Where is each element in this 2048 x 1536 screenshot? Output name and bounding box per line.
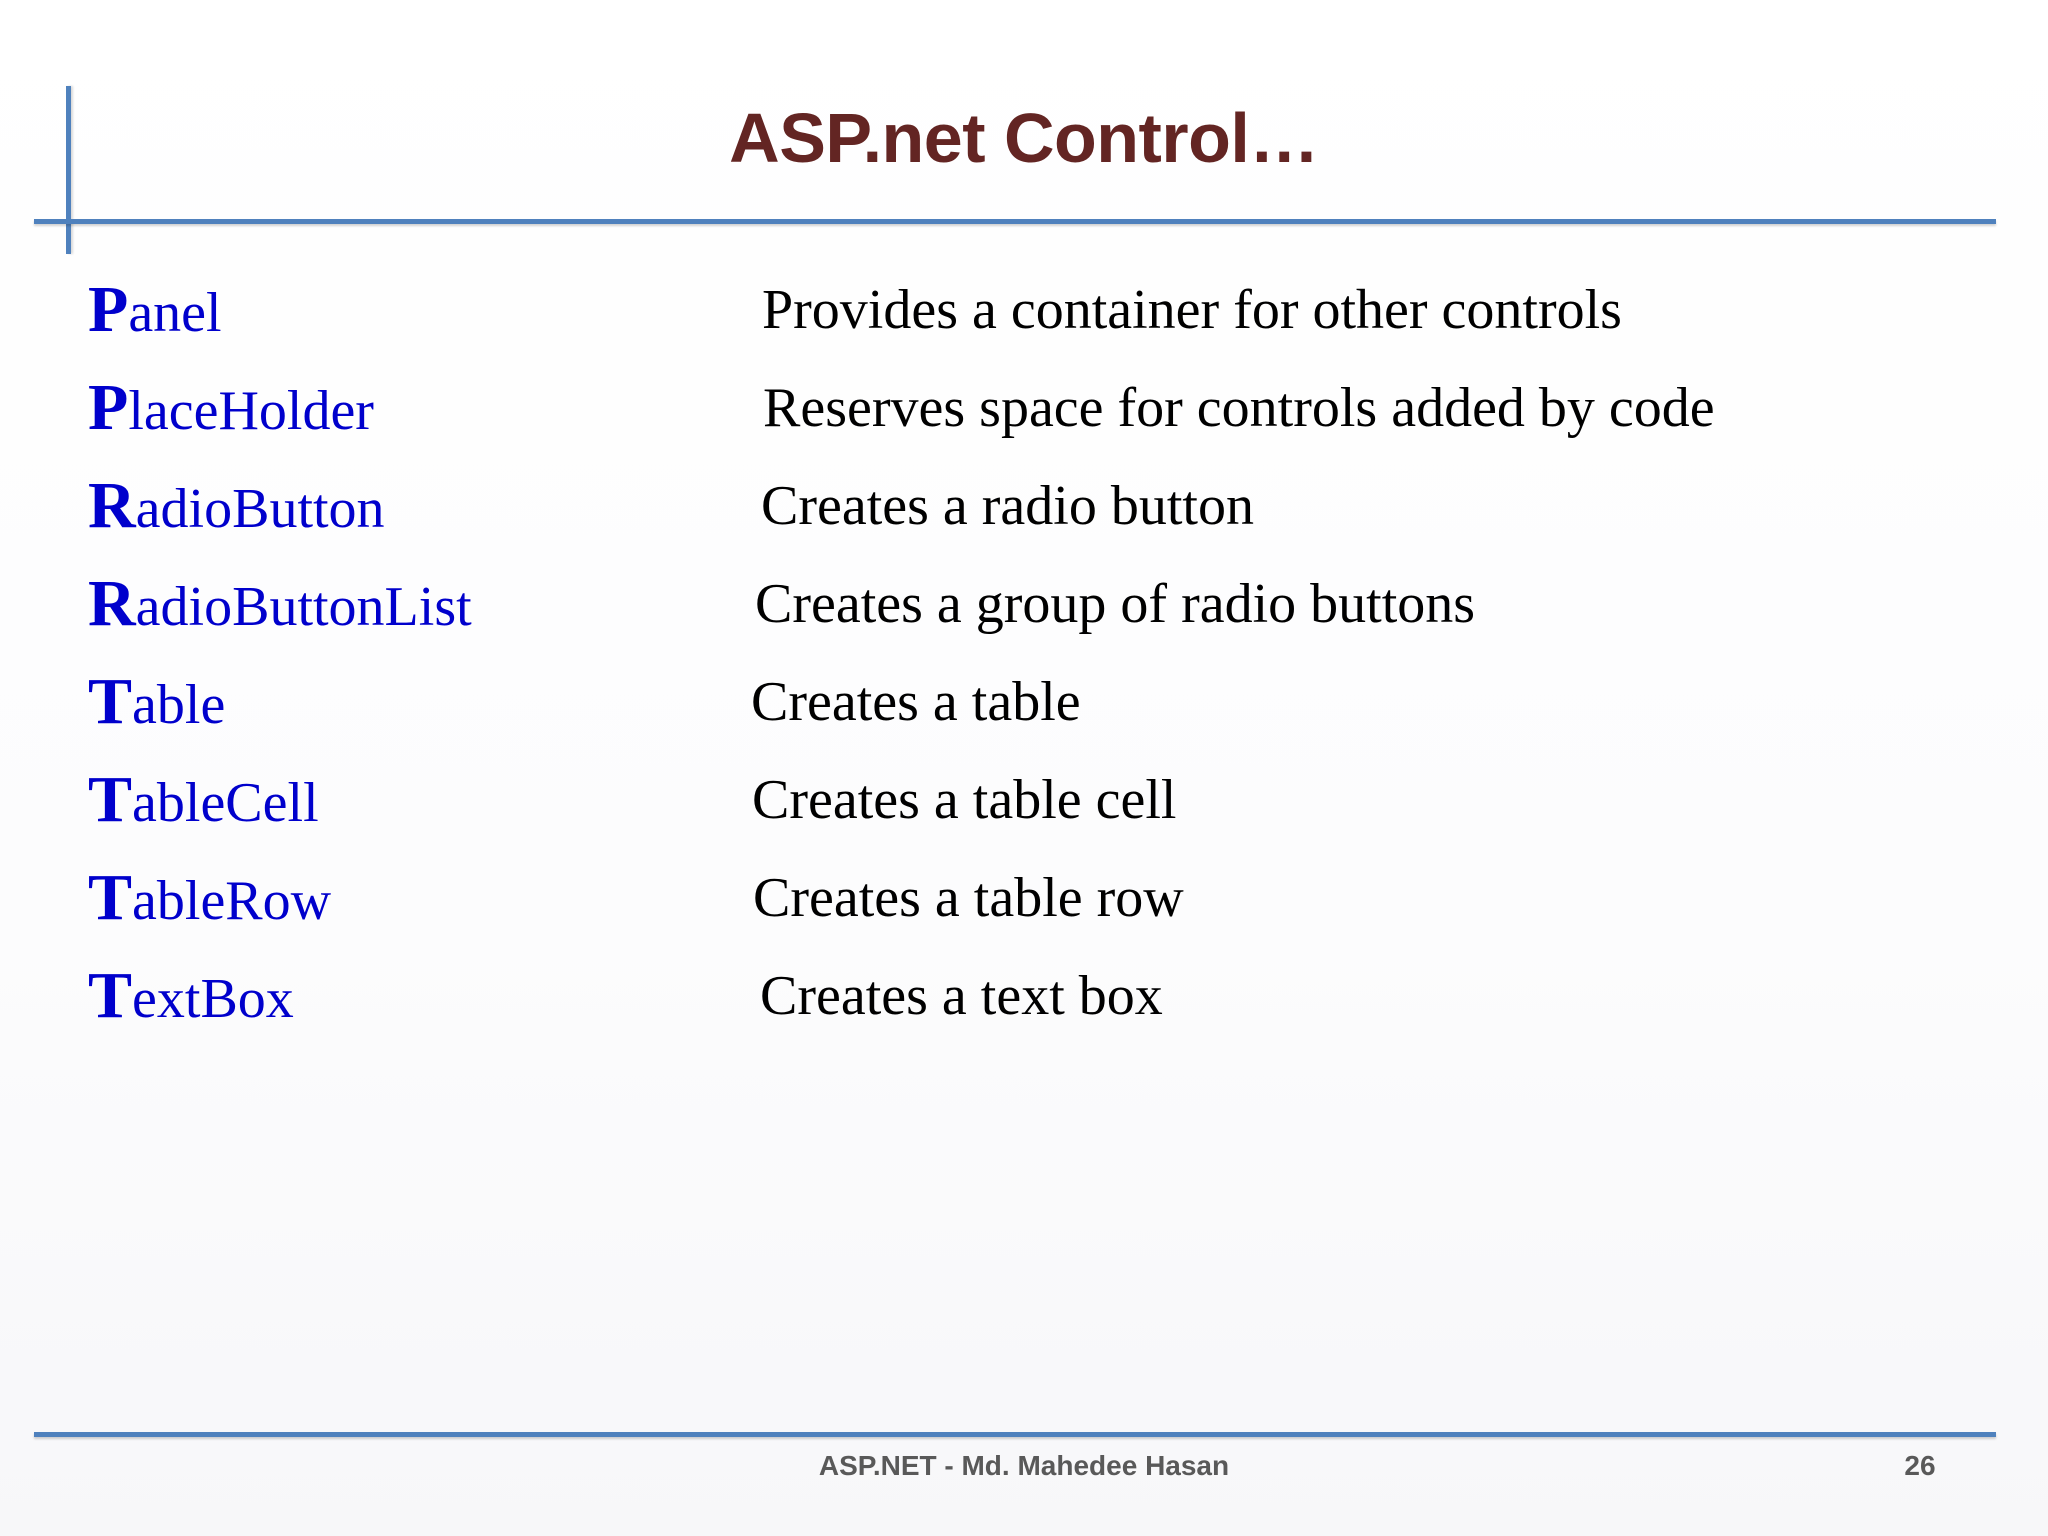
control-name [88,654,225,753]
control-name-initial: T [88,959,133,1032]
control-description: Creates a group of radio buttons [755,573,1476,635]
control-name [88,948,294,1047]
control-name [88,458,385,557]
control-name [88,850,331,949]
control-name-rest: ableCell [132,772,319,834]
control-row-panel [0,262,2048,358]
control-name-initial: P [88,371,129,444]
control-row-tablerow [0,850,2048,946]
control-description: Creates a radio button [761,475,1254,537]
control-name-initial: T [88,665,133,738]
control-name-rest: extBox [132,968,294,1030]
control-row-radiobutton [0,458,2048,554]
control-description: Creates a table [751,671,1081,733]
control-name-rest: adioButtonList [135,576,472,638]
page-number: 26 [1904,1450,1936,1481]
header-horizontal-rule [34,219,1996,224]
footer-text: ASP.NET - Md. Mahedee Hasan [818,1450,1230,1481]
control-name-initial: R [88,469,136,542]
control-name-initial: R [88,567,136,640]
control-description: Creates a text box [760,965,1163,1027]
control-row-radiobuttonlist [0,556,2048,652]
control-row-placeholder [0,360,2048,456]
control-description: Creates a table cell [752,769,1177,831]
control-name [88,556,472,655]
control-name [88,752,319,851]
control-name-initial: P [88,273,129,346]
control-name-initial: T [88,861,133,934]
slide-title: ASP.net Control… [729,99,1319,177]
control-row-table [0,654,2048,750]
control-row-textbox [0,948,2048,1044]
control-name-rest: adioButton [135,478,385,540]
control-description: Provides a container for other controls [762,279,1622,341]
control-name-rest: anel [128,282,222,344]
control-name-rest: able [132,674,226,736]
control-name-rest: ableRow [132,870,332,932]
control-description: Reserves space for controls added by code [763,377,1715,439]
control-name-rest: laceHolder [128,380,374,442]
control-description: Creates a table row [753,867,1184,929]
footer-horizontal-rule [34,1432,1996,1437]
control-name [88,360,374,459]
control-row-tablecell [0,752,2048,848]
control-name-initial: T [88,763,133,836]
control-name [88,262,222,361]
